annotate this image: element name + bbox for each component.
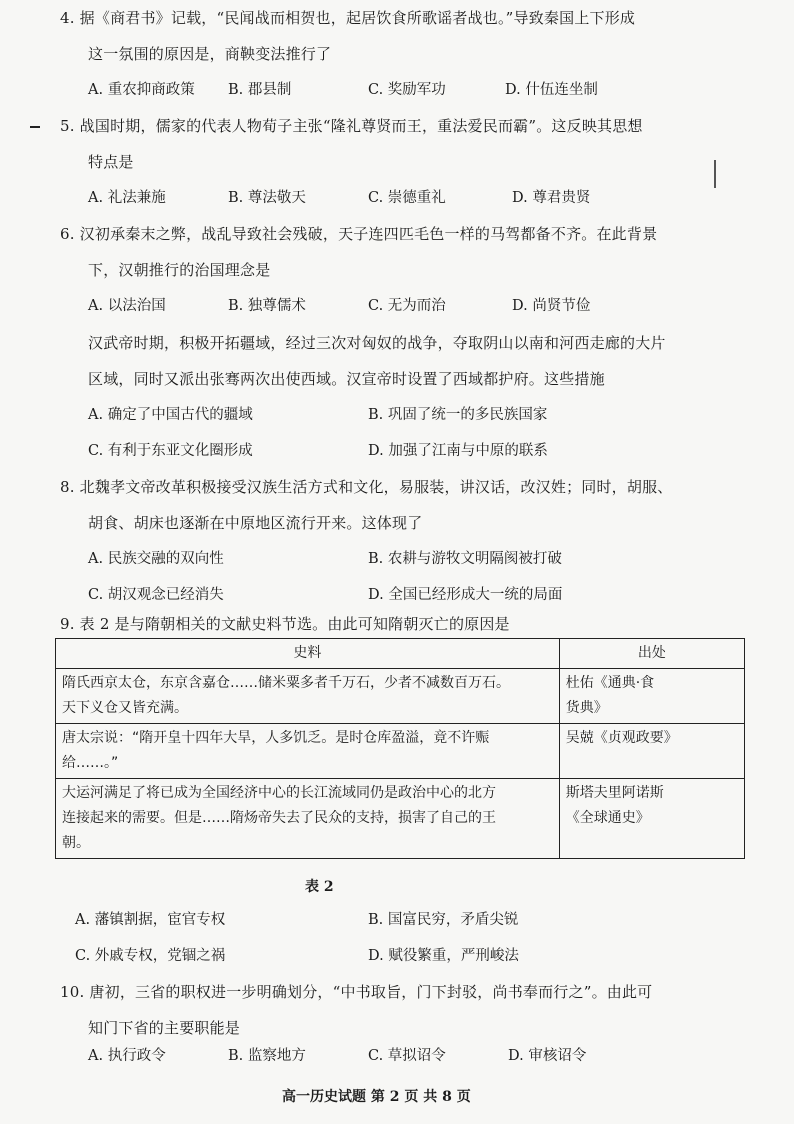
table-cell-material <box>56 779 560 859</box>
q8-stem-line1: 8. 北魏孝文帝改革积极接受汉族生活方式和文化，易服装，讲汉话，改汉姓；同时，胡服、 <box>60 478 673 496</box>
q6-option-b: B. 独尊儒术 <box>228 298 306 314</box>
q6-option-c: C. 无为而治 <box>368 298 446 314</box>
q10-option-d: D. 审核诏令 <box>508 1048 587 1064</box>
table-cell-line: 货典》 <box>565 700 608 716</box>
q4-stem-line2: 这一氛围的原因是，商鞅变法推行了 <box>88 45 332 63</box>
table-cell-material <box>56 669 560 724</box>
q7-option-d: D. 加强了江南与中原的联系 <box>368 443 548 459</box>
table-cell-line: 天下义仓又皆充满。 <box>62 700 188 716</box>
q10-stem-line2: 知门下省的主要职能是 <box>88 1019 241 1037</box>
table-cell-source <box>559 779 744 859</box>
table-header-source: 出处 <box>559 639 744 669</box>
q4-option-c: C. 奖励军功 <box>368 82 446 98</box>
table-header-row <box>56 639 745 669</box>
q5-option-b: B. 尊法敬天 <box>228 190 306 206</box>
q5-option-a: A. 礼法兼施 <box>88 190 166 206</box>
q5-stem-line1: 5. 战国时期，儒家的代表人物荀子主张“隆礼尊贤而王，重法爱民而霸”。这反映其思想 <box>60 117 643 135</box>
table-header-material: 史料 <box>56 639 560 669</box>
q9-option-c: C. 外戚专权，党锢之祸 <box>75 948 226 964</box>
q8-option-b: B. 农耕与游牧文明隔阂被打破 <box>368 551 562 567</box>
q6-stem-line2: 下，汉朝推行的治国理念是 <box>88 261 271 279</box>
q6-option-a: A. 以法治国 <box>88 298 166 314</box>
q10-option-b: B. 监察地方 <box>228 1048 306 1064</box>
q10-option-c: C. 草拟诏令 <box>368 1048 446 1064</box>
q4-stem-line1: 4. 据《商君书》记载，“民闻战而相贺也，起居饮食所歌谣者战也。”导致秦国上下形成 <box>60 9 636 27</box>
q5-option-c: C. 崇德重礼 <box>368 190 446 206</box>
q9-option-d: D. 赋役繁重，严刑峻法 <box>368 948 519 964</box>
table-cell-line: 《全球通史》 <box>565 810 650 826</box>
table-cell-line: 隋氏西京太仓，东京含嘉仓……储米粟多者千万石，少者不减数百万石。 <box>62 675 510 691</box>
table-cell-line: 杜佑《通典·食 <box>565 675 655 691</box>
table-cell-source <box>559 724 744 779</box>
q9-option-b: B. 国富民穷，矛盾尖锐 <box>368 912 519 928</box>
table-row <box>56 669 745 724</box>
margin-dash-mark <box>30 126 40 128</box>
q8-option-d: D. 全国已经形成大一统的局面 <box>368 587 563 603</box>
q8-option-c: C. 胡汉观念已经消失 <box>88 587 224 603</box>
q5-option-d: D. 尊君贵贤 <box>512 190 591 206</box>
table-cell-line: 斯塔夫里阿诺斯 <box>565 785 664 801</box>
table-cell-line: 大运河满足了将已成为全国经济中心的长江流域同仍是政治中心的北方 <box>62 785 496 801</box>
scan-edge-mark <box>714 160 716 188</box>
q10-option-a: A. 执行政令 <box>88 1048 166 1064</box>
table-cell-material <box>56 724 560 779</box>
q8-stem-line2: 胡食、胡床也逐渐在中原地区流行开来。这体现了 <box>88 514 423 532</box>
page-footer: 高一历史试题 第 2 页 共 8 页 <box>282 1089 471 1105</box>
source-table <box>55 638 745 859</box>
table-cell-line: 朝。 <box>62 835 90 851</box>
q4-option-a: A. 重农抑商政策 <box>88 82 195 98</box>
table-row <box>56 724 745 779</box>
q7-option-a: A. 确定了中国古代的疆域 <box>88 407 253 423</box>
table-cell-line: 连接起来的需要。但是……隋炀帝失去了民众的支持，损害了自己的王 <box>62 810 496 826</box>
q7-option-b: B. 巩固了统一的多民族国家 <box>368 407 548 423</box>
q7-stem-line2: 区域，同时又派出张骞两次出使西域。汉宣帝时设置了西域都护府。这些措施 <box>88 370 605 388</box>
table-cell-source <box>559 669 744 724</box>
q10-stem-line1: 10. 唐初，三省的职权进一步明确划分，“中书取旨，门下封驳，尚书奉而行之”。由此可 <box>60 983 653 1001</box>
q7-stem-line1: 汉武帝时期，积极开拓疆域，经过三次对匈奴的战争，夺取阴山以南和河西走廊的大片 <box>88 334 666 352</box>
q6-stem-line1: 6. 汉初承秦末之弊，战乱导致社会残破，天子连四匹毛色一样的马驾都备不齐。在此背景 <box>60 225 658 243</box>
q7-option-c: C. 有利于东亚文化圈形成 <box>88 443 253 459</box>
q9-option-a: A. 藩镇割据，宦官专权 <box>75 912 226 928</box>
q4-option-b: B. 郡县制 <box>228 82 292 98</box>
q9-stem-line1: 9. 表 2 是与隋朝相关的文献史料节选。由此可知隋朝灭亡的原因是 <box>60 615 510 633</box>
q5-stem-line2: 特点是 <box>88 153 134 171</box>
table-caption: 表 2 <box>305 879 334 895</box>
table-row <box>56 779 745 859</box>
q8-option-a: A. 民族交融的双向性 <box>88 551 224 567</box>
table-cell-line: 给……。” <box>62 755 119 771</box>
table-cell-line: 唐太宗说：“隋开皇十四年大旱，人多饥乏。是时仓库盈溢，竟不许赈 <box>62 730 490 746</box>
table-cell-line: 吴兢《贞观政要》 <box>565 730 678 746</box>
q4-option-d: D. 什伍连坐制 <box>505 82 598 98</box>
q6-option-d: D. 尚贤节俭 <box>512 298 591 314</box>
